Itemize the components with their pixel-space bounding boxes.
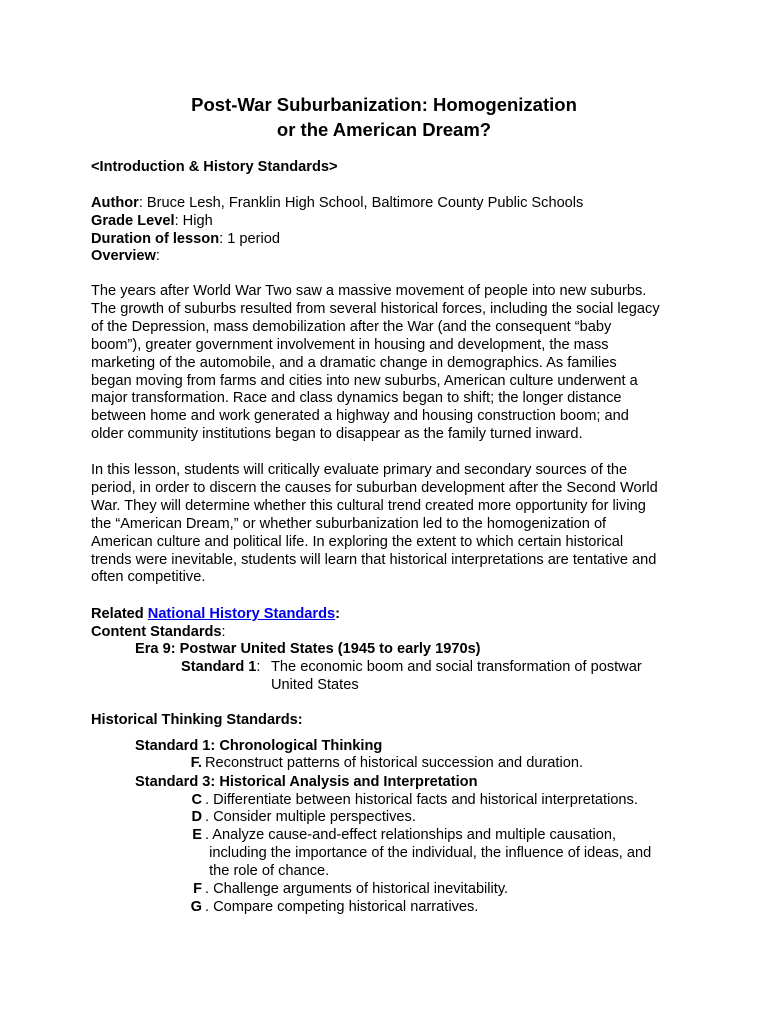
grade-line bbox=[91, 212, 213, 230]
related-prefix: Related bbox=[91, 606, 148, 622]
author-line bbox=[91, 194, 583, 212]
overview-line-5: marketing of the automobile, and a dramatic change in demographics. As families bbox=[91, 354, 617, 371]
grade-value: : High bbox=[174, 213, 213, 229]
standard-3-heading: Standard 3: Historical Analysis and Interpretation bbox=[135, 774, 478, 790]
standard-1-heading: Standard 1: Chronological Thinking bbox=[135, 738, 383, 754]
list-text: . Compare competing historical narratives. bbox=[205, 899, 479, 915]
list-text: . Differentiate between historical facts and historical interpretations. bbox=[205, 792, 638, 808]
list-item bbox=[180, 880, 508, 898]
duration-line bbox=[91, 230, 280, 248]
lesson-line-7: often competitive. bbox=[91, 569, 206, 586]
list-item bbox=[180, 754, 583, 772]
list-text: Reconstruct patterns of historical succession and duration. bbox=[205, 755, 584, 771]
overview-line-9: older community institutions began to disappear as the family turned inward. bbox=[91, 426, 583, 443]
list-text: . Analyze cause-and-effect relationships and multiple causation, bbox=[205, 827, 617, 843]
list-item bbox=[180, 898, 478, 916]
list-letter: E bbox=[192, 827, 202, 843]
list-letter: G bbox=[190, 899, 202, 915]
content-standard-1-colon: : bbox=[256, 659, 261, 675]
content-standard-1 bbox=[181, 658, 260, 676]
list-letter: C bbox=[191, 792, 202, 808]
list-item bbox=[180, 826, 616, 844]
list-item bbox=[180, 808, 416, 826]
title-line-2: or the American Dream? bbox=[276, 119, 492, 140]
content-standards-line bbox=[91, 623, 226, 641]
lesson-line-4: the “American Dream,” or whether suburbanization led to the homogenization of bbox=[91, 515, 607, 532]
section-tag: <Introduction & History Standards> bbox=[91, 159, 338, 175]
document-title bbox=[0, 92, 768, 142]
list-letter: F. bbox=[190, 755, 202, 771]
grade-label: Grade Level bbox=[91, 213, 175, 229]
content-standard-1-label: Standard 1 bbox=[181, 659, 257, 675]
list-text: . Consider multiple perspectives. bbox=[205, 809, 416, 825]
national-history-standards-link[interactable]: National History Standards bbox=[147, 606, 336, 622]
list-item-continuation: the role of chance. bbox=[201, 863, 330, 879]
overview-line-7: major transformation. Race and class dynamics began to shift; the longer distance bbox=[91, 390, 622, 407]
title-line-1: Post-War Suburbanization: Homogenization bbox=[191, 94, 577, 115]
lesson-line-5: American culture and political life. In exploring the extent to which certain historical bbox=[91, 533, 624, 550]
overview-line-3: of the Depression, mass demobilization after the War (and the consequent “baby bbox=[91, 318, 612, 335]
lesson-paragraph bbox=[91, 462, 691, 587]
list-item-continuation: including the importance of the individual, the influence of ideas, and bbox=[201, 845, 652, 861]
historical-thinking-heading: Historical Thinking Standards: bbox=[91, 712, 303, 728]
overview-line-1: The years after World War Two saw a massive movement of people into new suburbs. bbox=[91, 283, 647, 299]
related-standards-line bbox=[91, 605, 340, 623]
overview-line bbox=[91, 247, 160, 265]
overview-line-8: between home and work generated a highway and housing construction boom; and bbox=[91, 408, 629, 425]
content-standard-1-text-1: The economic boom and social transformation of postwar bbox=[271, 659, 642, 675]
overview-line-6: began moving from farms and cities into new suburbs, American culture underwent a bbox=[91, 372, 638, 389]
overview-value: : bbox=[155, 248, 160, 264]
list-text: . Challenge arguments of historical inevitability. bbox=[205, 881, 509, 897]
content-standards-label: Content Standards bbox=[91, 624, 222, 640]
overview-line-2: The growth of suburbs resulted from several historical forces, including the social legacy bbox=[91, 300, 660, 317]
duration-value: : 1 period bbox=[219, 231, 280, 247]
overview-paragraph bbox=[91, 283, 691, 444]
lesson-line-6: trends were inevitable, students will learn that historical interpretations are tentative and bbox=[91, 551, 657, 568]
related-suffix: : bbox=[335, 606, 340, 622]
era-heading: Era 9: Postwar United States (1945 to early 1970s) bbox=[135, 641, 481, 657]
lesson-line-2: period, in order to discern the causes for suburban development after the Second World bbox=[91, 479, 658, 496]
overview-line-4: boom”), greater government involvement in housing and development, the mass bbox=[91, 336, 609, 353]
content-standard-1-text-2: United States bbox=[271, 677, 359, 693]
author-label: Author bbox=[91, 195, 139, 211]
list-letter: F bbox=[193, 881, 202, 897]
lesson-line-3: War. They will determine whether this cultural trend created more opportunity for living bbox=[91, 497, 646, 514]
overview-label: Overview bbox=[91, 248, 156, 264]
list-letter: D bbox=[191, 809, 202, 825]
author-value: : Bruce Lesh, Franklin High School, Baltimore County Public Schools bbox=[138, 195, 584, 211]
duration-label: Duration of lesson bbox=[91, 231, 220, 247]
lesson-line-1: In this lesson, students will critically evaluate primary and secondary sources of the bbox=[91, 462, 628, 478]
list-item bbox=[180, 791, 638, 809]
content-standards-colon: : bbox=[221, 624, 226, 640]
